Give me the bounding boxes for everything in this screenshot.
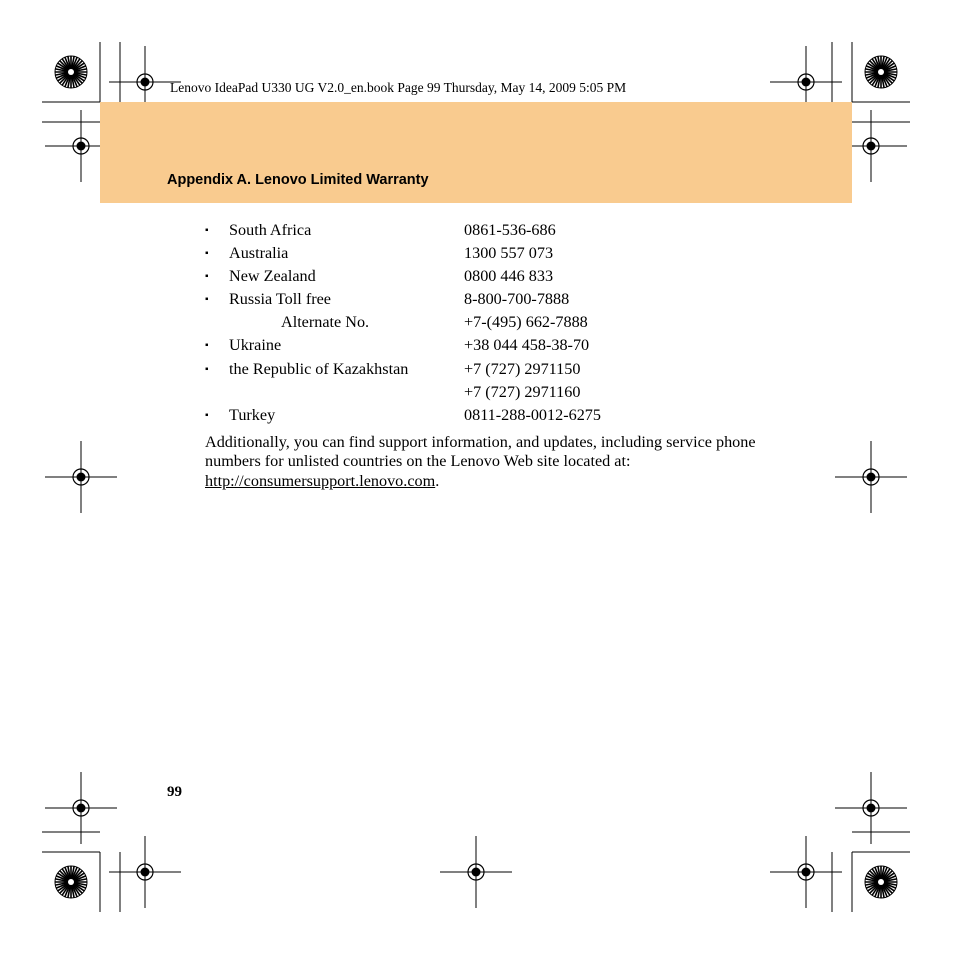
phone-number: +7 (727) 2971150 bbox=[464, 359, 581, 378]
bullet-icon: ▪ bbox=[205, 294, 209, 306]
country-name: the Republic of Kazakhstan bbox=[229, 359, 409, 378]
phone-number: 0800 446 833 bbox=[464, 267, 554, 286]
phone-number: 0861-536-686 bbox=[464, 221, 556, 239]
paragraph-end: . bbox=[435, 471, 440, 490]
bullet-icon: ▪ bbox=[205, 225, 209, 236]
country-name: Australia bbox=[229, 244, 289, 263]
chapter-title: Appendix A. Lenovo Limited Warranty bbox=[167, 172, 429, 188]
country-name: Alternate No. bbox=[281, 313, 370, 332]
country-name: South Africa bbox=[229, 221, 312, 239]
book-slug-line: Lenovo IdeaPad U330 UG V2.0_en.book Page 99 Thursday, May 14, 2009 5:05 PM bbox=[170, 80, 627, 95]
bullet-icon: ▪ bbox=[205, 340, 209, 352]
bullet-icon: ▪ bbox=[205, 248, 209, 260]
phone-number: +38 044 458-38-70 bbox=[464, 336, 590, 355]
country-name: Russia Toll free bbox=[229, 290, 331, 309]
phone-number: 8-800-700-7888 bbox=[464, 290, 570, 309]
paragraph-text: Additionally, you can find support information, and updates, including service phone numbers for unlisted countries on the Lenovo Web site located at: bbox=[205, 433, 756, 471]
phone-number: +7-(495) 662-7888 bbox=[464, 313, 588, 332]
bullet-icon: ▪ bbox=[205, 271, 209, 283]
support-website-link[interactable]: http://consumersupport.lenovo.com bbox=[205, 471, 436, 490]
country-name: New Zealand bbox=[229, 267, 316, 286]
phone-number: +7 (727) 2971160 bbox=[464, 382, 581, 401]
phone-number: 1300 557 073 bbox=[464, 244, 554, 263]
bullet-icon: ▪ bbox=[205, 363, 209, 375]
bullet-icon: ▪ bbox=[205, 409, 209, 421]
country-name: Ukraine bbox=[229, 336, 282, 355]
page-number: 99 bbox=[167, 784, 182, 800]
phone-number: 0811-288-0012-6275 bbox=[464, 405, 601, 424]
country-name: Turkey bbox=[229, 405, 276, 424]
additional-info-paragraph bbox=[205, 433, 765, 491]
